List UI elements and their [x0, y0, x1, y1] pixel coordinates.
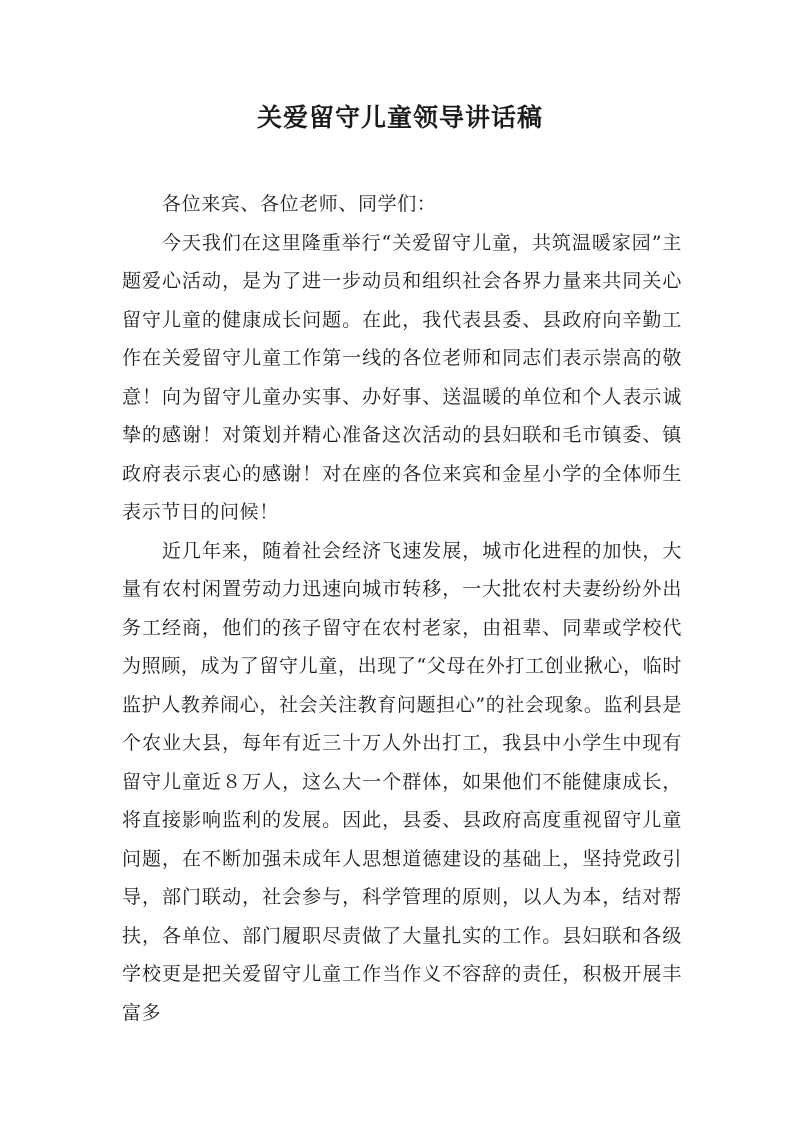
paragraph-background: 近几年来，随着社会经济飞速发展，城市化进程的加快，大量有农村闲置劳动力迅速向城市转移，一大批农村夫妻纷纷外出务工经商，他们的孩子留守在农村老家，由祖辈、同辈或学校代为照顾，成为了留守儿童，出现了“父母在外打工创业揪心，临时监护人教养闹心，社会关注教育问题担心”的社会现象。监利县是个农业大县，每年有近三十万人外出打工，我县中小学生中现有留守儿童近８万人，这么大一个群体，如果他们不能健康成长，将直接影响监利的发展。因此，县委、县政府高度重视留守儿童问题，在不断加强未成年人思想道德建设的基础上，坚持党政引导，部门联动，社会参与，科学管理的原则，以人为本，结对帮扶，各单位、部门履职尽责做了大量扎实的工作。县妇联和各级学校更是把关爱留守儿童工作当作义不容辞的责任，积极开展丰富多: [122, 539, 682, 1024]
document-body: [122, 185, 682, 1032]
document-title: 关爱留守儿童领导讲话稿: [256, 103, 543, 132]
paragraph-opening: 今天我们在这里隆重举行“关爱留守儿童，共筑温暖家园”主题爱心活动，是为了进一步动员和组织社会各界力量来共同关心留守儿童的健康成长问题。在此，我代表县委、县政府向辛勤工作在关爱留守儿童工作第一线的各位老师和同志们表示崇高的敬意！向为留守儿童办实事、办好事、送温暖的单位和个人表示诚挚的感谢！对策划并精心准备这次活动的县妇联和毛市镇委、镇政府表示衷心的感谢！对在座的各位来宾和金星小学的全体师生表示节日的问候！: [122, 231, 682, 523]
salutation: 各位来宾、各位老师、同学们：: [162, 193, 437, 215]
